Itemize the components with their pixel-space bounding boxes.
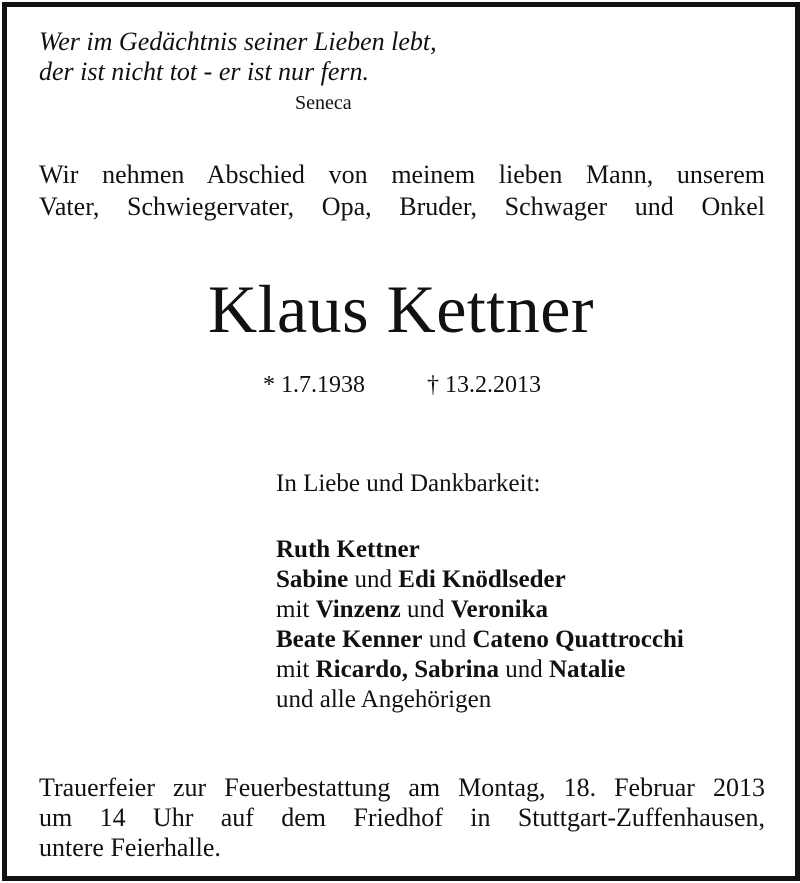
quote-line: Wer im Gedächtnis seiner Lieben lebt,	[39, 27, 437, 56]
mourner-name: Ricardo, Sabrina	[315, 656, 499, 683]
quote-author: Seneca	[295, 92, 352, 114]
intro-line: Wir nehmen Abschied von meinem lieben Mann, unserem	[39, 160, 765, 189]
funeral-info	[39, 773, 765, 863]
conjunction: und	[422, 626, 473, 653]
mourner-line	[276, 655, 684, 685]
funeral-line: Trauerfeier zur Feuerbestattung am Montag, 18. Februar 2013	[39, 773, 765, 802]
conjunction: und	[498, 656, 549, 683]
preposition: mit	[276, 596, 316, 623]
mourners-intro: In Liebe und Dankbarkeit:	[276, 470, 541, 497]
mourner-name: Ruth Kettner	[276, 536, 420, 563]
obituary-notice	[2, 2, 800, 881]
mourner-name: Beate Kenner	[276, 626, 423, 653]
mourner-line	[276, 565, 684, 595]
mourners-closing: und alle Angehörigen	[276, 686, 492, 713]
death-date: † 13.2.2013	[427, 372, 541, 398]
mourner-name: Vinzenz	[315, 596, 401, 623]
funeral-line: um 14 Uhr auf dem Friedhof in Stuttgart-Zuffenhausen,	[39, 803, 765, 832]
preposition: mit	[276, 656, 316, 683]
intro-line: Vater, Schwiegervater, Opa, Bruder, Schwager und Onkel	[39, 192, 765, 221]
mourner-line	[276, 535, 684, 565]
mourners-list	[276, 469, 684, 715]
farewell-intro	[39, 159, 765, 223]
mourner-name: Sabine	[276, 566, 349, 593]
mourner-line	[276, 595, 684, 625]
funeral-line: untere Feierhalle.	[39, 833, 221, 862]
conjunction: und	[400, 596, 451, 623]
birth-date: * 1.7.1938	[263, 372, 365, 398]
mourner-name: Cateno Quattrocchi	[472, 626, 684, 653]
memorial-quote	[39, 27, 437, 87]
mourner-name: Natalie	[548, 656, 626, 683]
quote-line: der ist nicht tot - er ist nur fern.	[39, 57, 370, 86]
mourner-name: Veronika	[450, 596, 549, 623]
mourner-line	[276, 625, 684, 655]
deceased-name: Klaus Kettner	[207, 271, 595, 347]
conjunction: und	[348, 566, 399, 593]
mourner-name: Edi Knödlseder	[398, 566, 566, 593]
